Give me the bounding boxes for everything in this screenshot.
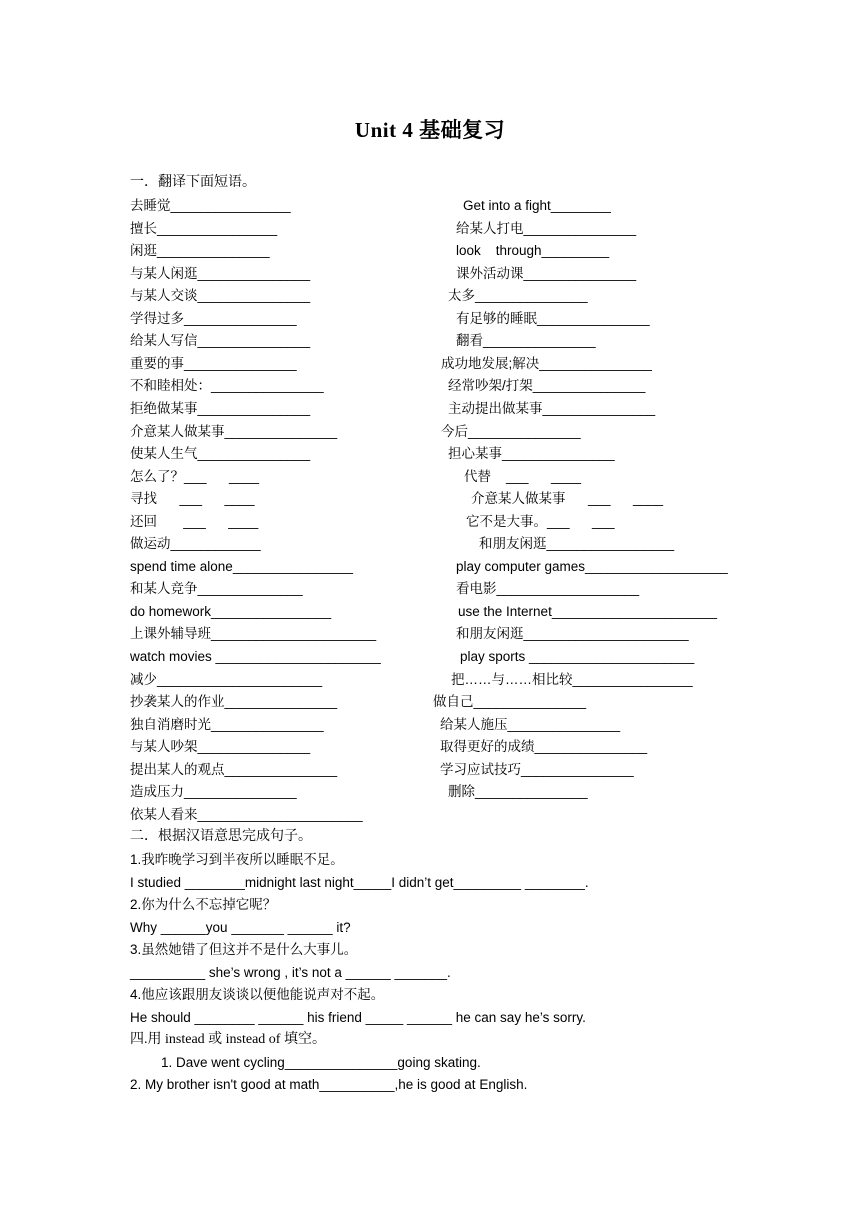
phrase-right: 今后_______________ (441, 423, 581, 439)
phrase-left: spend time alone________________ (130, 558, 353, 574)
phrase-right: 给某人打电_______________ (456, 220, 637, 236)
phrase-left: 擅长________________ (130, 220, 278, 236)
phrase-left: 依某人看来______________________ (130, 806, 363, 822)
phrase-right: 它不是大事。___ ___ (466, 513, 615, 529)
question-chinese: 2.你为什么不忘掉它呢？ (130, 897, 277, 913)
phrase-left: 提出某人的观点_______________ (130, 761, 338, 777)
phrase-right: 和朋友闲逛______________________ (456, 626, 689, 642)
phrase-right: 做自己_______________ (433, 694, 587, 710)
phrase-left: 怎么了？___ ____ (130, 468, 260, 484)
section1-heading: 一．翻译下面短语。 (130, 175, 256, 190)
phrase-left: 与某人交谈_______________ (130, 288, 311, 304)
phrase-right: 介意某人做某事 ___ ____ (471, 491, 664, 507)
page-title: Unit 4 基础复习 (354, 118, 506, 142)
phrase-right: 翻看_______________ (456, 333, 596, 349)
question-english: He should ________ ______ his friend _____ ______ he can say he’s sorry. (130, 1009, 586, 1025)
phrase-left: 给某人写信_______________ (130, 333, 311, 349)
phrase-left: 做运动____________ (130, 536, 261, 552)
question-chinese: 1.我昨晚学习到半夜所以睡眠不足。 (130, 851, 344, 867)
phrase-right: 把……与……相比较________________ (451, 671, 693, 687)
phrase-right: look through_________ (456, 243, 610, 259)
phrase-left: 去睡觉________________ (130, 198, 291, 213)
phrase-left: watch movies ______________________ (130, 649, 381, 664)
question-english: I studied ________midnight last night_____I didn’t get_________ ________. (130, 874, 589, 890)
section2-heading: 二．根据汉语意思完成句子。 (130, 829, 312, 845)
phrase-left: 寻找 ___ ____ (130, 491, 255, 507)
phrase-left: 与某人闲逛_______________ (130, 265, 311, 281)
phrase-left: 不和睦相处：_______________ (130, 378, 324, 394)
fill-blank-item: 1. Dave went cycling_______________going skating. (161, 1054, 481, 1070)
phrase-right: 取得更好的成绩_______________ (440, 739, 648, 755)
phrase-left: 和某人竞争______________ (130, 581, 303, 597)
phrase-right: play sports ______________________ (460, 649, 695, 664)
question-english: __________ she’s wrong , it’s not a ______ _______. (130, 964, 451, 980)
question-english: Why ______you _______ ______ it? (130, 919, 351, 935)
phrase-right: 课外活动课_______________ (456, 265, 637, 281)
phrase-right: 太多_______________ (448, 288, 588, 304)
phrase-left: do homework________________ (130, 603, 332, 619)
phrase-left: 抄袭某人的作业_______________ (130, 694, 338, 710)
phrase-right: 和朋友闲逛_________________ (479, 536, 675, 552)
phrase-left: 与某人吵架_______________ (130, 739, 311, 755)
phrase-left: 使某人生气_______________ (130, 446, 311, 462)
phrase-right: 给某人施压_______________ (440, 716, 621, 732)
phrase-left: 还回 ___ ____ (130, 513, 259, 529)
phrase-right: 看电影___________________ (456, 581, 640, 597)
question-chinese: 3.虽然她错了但这并不是什么大事儿。 (130, 942, 358, 958)
phrase-left: 学得过多_______________ (130, 310, 297, 326)
phrase-right: 主动提出做某事_______________ (448, 400, 656, 416)
phrase-right: Get into a fight________ (463, 198, 611, 213)
phrase-left: 减少______________________ (130, 671, 323, 687)
phrase-right: 担心某事_______________ (448, 446, 615, 462)
phrase-right: 学习应试技巧_______________ (440, 761, 634, 777)
phrase-left: 重要的事_______________ (130, 355, 297, 371)
phrase-right: 删除_______________ (448, 784, 588, 800)
phrase-left: 造成压力_______________ (130, 784, 297, 800)
question-chinese: 4.他应该跟朋友谈谈以便他能说声对不起。 (130, 987, 385, 1003)
phrase-right: 经常吵架/打架_______________ (448, 378, 646, 394)
phrase-right: use the Internet______________________ (458, 603, 717, 619)
section4-heading: 四.用 instead 或 instead of 填空。 (130, 1032, 326, 1048)
phrase-left: 介意某人做某事_______________ (130, 423, 338, 439)
fill-blank-item: 2. My brother isn't good at math__________,he is good at English. (130, 1077, 528, 1093)
phrase-right: 成功地发展;解决_______________ (441, 355, 652, 371)
phrase-right: 有足够的睡眠_______________ (456, 310, 650, 326)
phrase-left: 闲逛_______________ (130, 243, 270, 259)
phrase-left: 拒绝做某事_______________ (130, 400, 311, 416)
phrase-left: 独自消磨时光_______________ (130, 716, 324, 732)
phrase-left: 上课外辅导班______________________ (130, 626, 377, 642)
phrase-right: 代替 ___ ____ (464, 468, 582, 484)
phrase-right: play computer games___________________ (456, 558, 728, 574)
